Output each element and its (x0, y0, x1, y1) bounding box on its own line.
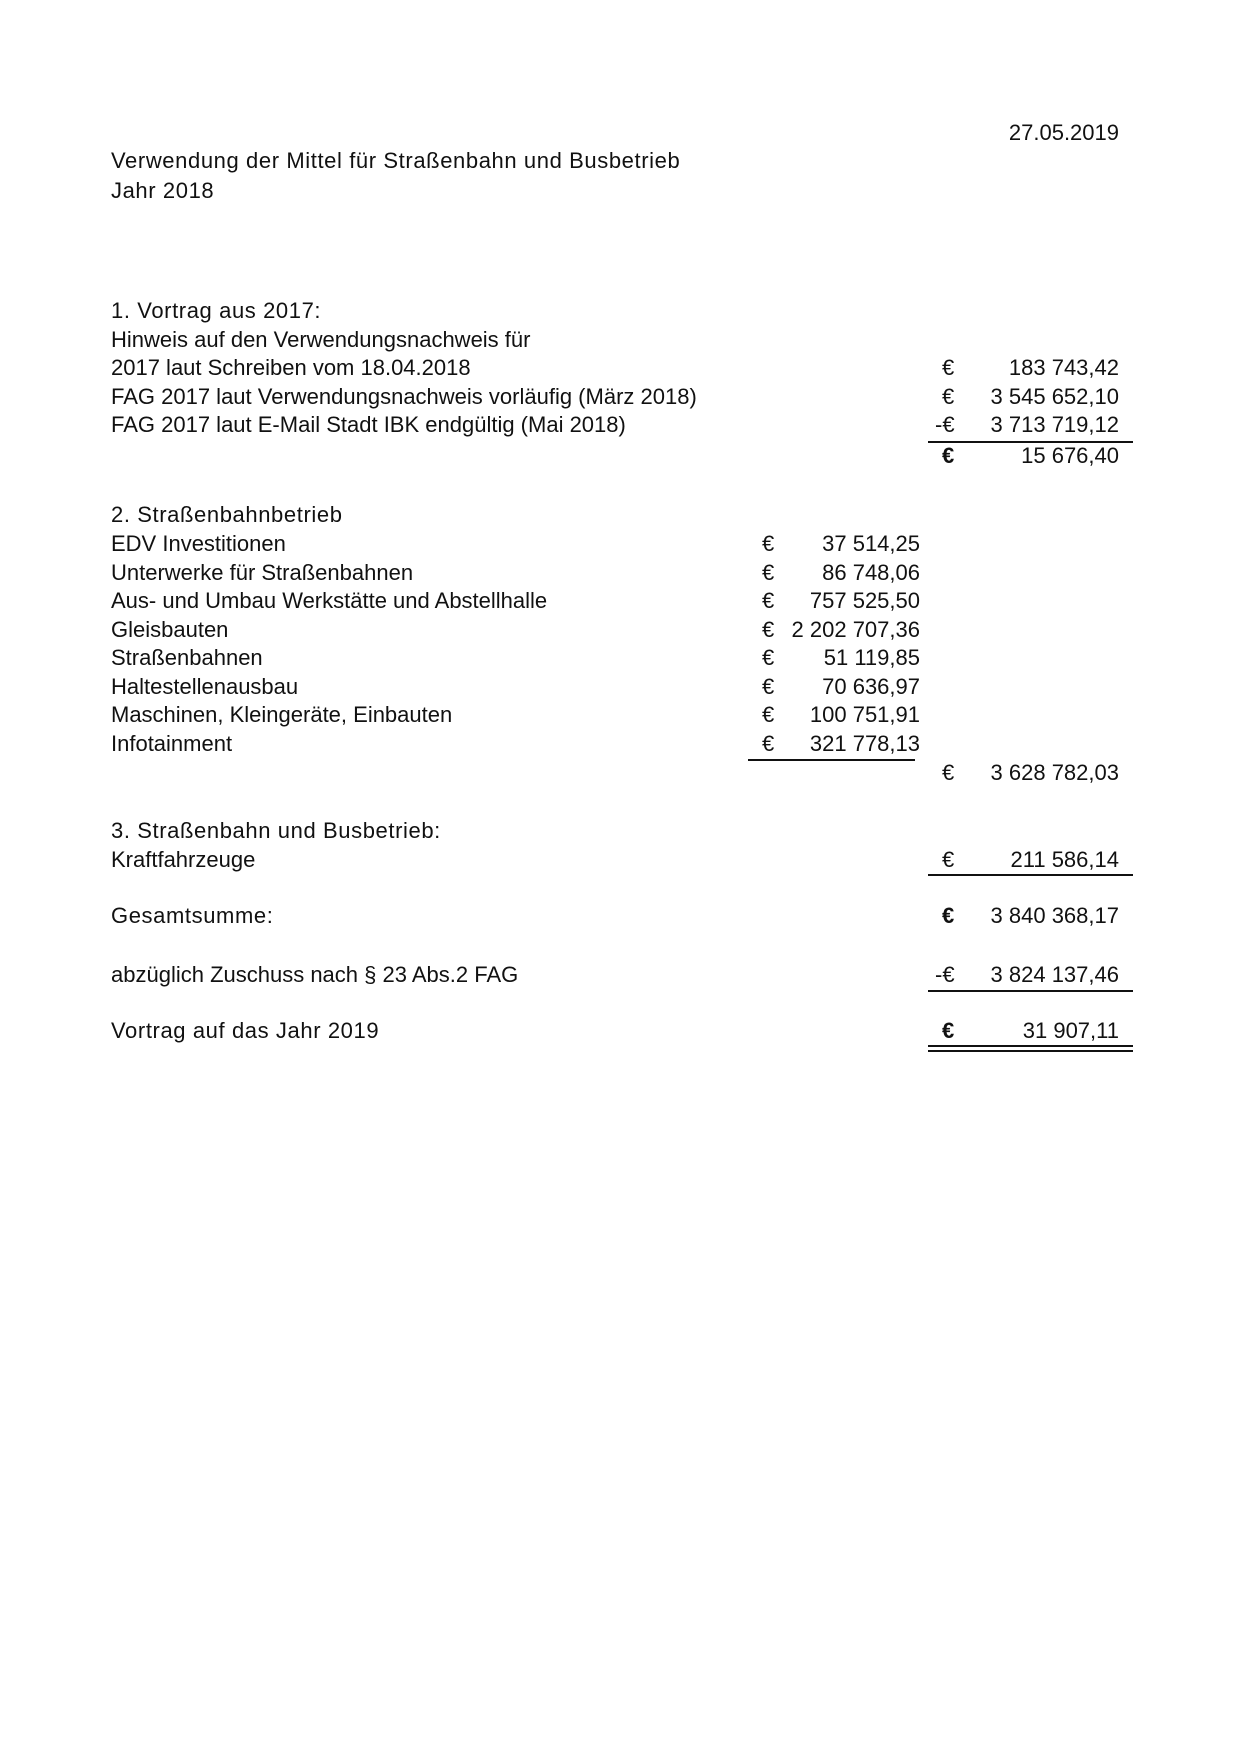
section1-line-3-amount: 3 545 652,10 (990, 384, 1119, 409)
section3-item: Kraftfahrzeuge (111, 847, 256, 872)
grand-total-amount: 3 840 368,17 (990, 903, 1119, 928)
section1-line-2-amount: 183 743,42 (1008, 355, 1119, 380)
carryover-double-rule (928, 1045, 1133, 1052)
section1-line-3: FAG 2017 laut Verwendungsnachweis vorläufig (März 2018) (111, 384, 697, 409)
section1-line-4-amount: 3 713 719,12 (990, 412, 1119, 437)
section1-line-1: Hinweis auf den Verwendungsnachweis für (111, 327, 531, 352)
section2-item-6: Haltestellenausbau (111, 674, 299, 699)
section3-sum-rule (928, 874, 1133, 876)
section1-line-3-currency: € (942, 384, 955, 409)
section2-item-8: Infotainment (111, 731, 233, 756)
section2-item-7-currency: € (762, 702, 775, 727)
carryover-currency: € (942, 1018, 955, 1043)
section2-item-2-amount: 86 748,06 (822, 560, 920, 585)
section2-item-6-amount: 70 636,97 (822, 674, 920, 699)
section2-item-3-currency: € (762, 588, 775, 613)
section2-sum-rule (748, 759, 915, 761)
section2-item-1-currency: € (762, 531, 775, 556)
section3-item-currency: € (942, 847, 955, 872)
section1-subtotal-amount: 15 676,40 (1021, 443, 1119, 468)
subsidy-sum-rule (928, 990, 1133, 992)
section3-heading: 3. Straßenbahn und Busbetrieb: (111, 818, 441, 843)
section2-item-2: Unterwerke für Straßenbahnen (111, 560, 414, 585)
section2-item-7-amount: 100 751,91 (809, 702, 920, 727)
section3-item-amount: 211 586,14 (1010, 847, 1119, 872)
section2-item-6-currency: € (762, 674, 775, 699)
document-title: Verwendung der Mittel für Straßenbahn und Busbetrieb (111, 148, 681, 173)
grand-total-label: Gesamtsumme: (111, 903, 274, 928)
section2-total-amount: 3 628 782,03 (990, 760, 1119, 785)
carryover-label: Vortrag auf das Jahr 2019 (111, 1018, 380, 1043)
section2-item-2-currency: € (762, 560, 775, 585)
document-year: Jahr 2018 (111, 178, 215, 203)
section1-subtotal-currency: € (942, 443, 955, 468)
carryover-amount: 31 907,11 (1022, 1018, 1119, 1043)
section2-item-3: Aus- und Umbau Werkstätte und Abstellhalle (111, 588, 548, 613)
section1-line-4-currency: -€ (935, 412, 955, 437)
section2-item-8-currency: € (762, 731, 775, 756)
section2-item-5: Straßenbahnen (111, 645, 263, 670)
section1-line-2: 2017 laut Schreiben vom 18.04.2018 (111, 355, 471, 380)
section2-item-7: Maschinen, Kleingeräte, Einbauten (111, 702, 453, 727)
section1-line-2-currency: € (942, 355, 955, 380)
section2-item-3-amount: 757 525,50 (809, 588, 920, 613)
grand-total-currency: € (942, 903, 955, 928)
section2-item-4-amount: 2 202 707,36 (791, 617, 920, 642)
subsidy-amount: 3 824 137,46 (990, 962, 1119, 987)
section2-total-currency: € (942, 760, 955, 785)
section2-item-5-currency: € (762, 645, 775, 670)
document-date: 27.05.2019 (1008, 120, 1119, 145)
section2-item-4: Gleisbauten (111, 617, 229, 642)
section2-item-8-amount: 321 778,13 (809, 731, 920, 756)
section2-heading: 2. Straßenbahnbetrieb (111, 502, 343, 527)
section2-item-1-amount: 37 514,25 (822, 531, 920, 556)
section1-heading: 1. Vortrag aus 2017: (111, 298, 322, 323)
section2-item-1: EDV Investitionen (111, 531, 286, 556)
section2-item-4-currency: € (762, 617, 775, 642)
section2-item-5-amount: 51 119,85 (823, 645, 920, 670)
subsidy-currency: -€ (935, 962, 955, 987)
subsidy-label: abzüglich Zuschuss nach § 23 Abs.2 FAG (111, 962, 519, 987)
section1-line-4: FAG 2017 laut E-Mail Stadt IBK endgültig (Mai 2018) (111, 412, 626, 437)
